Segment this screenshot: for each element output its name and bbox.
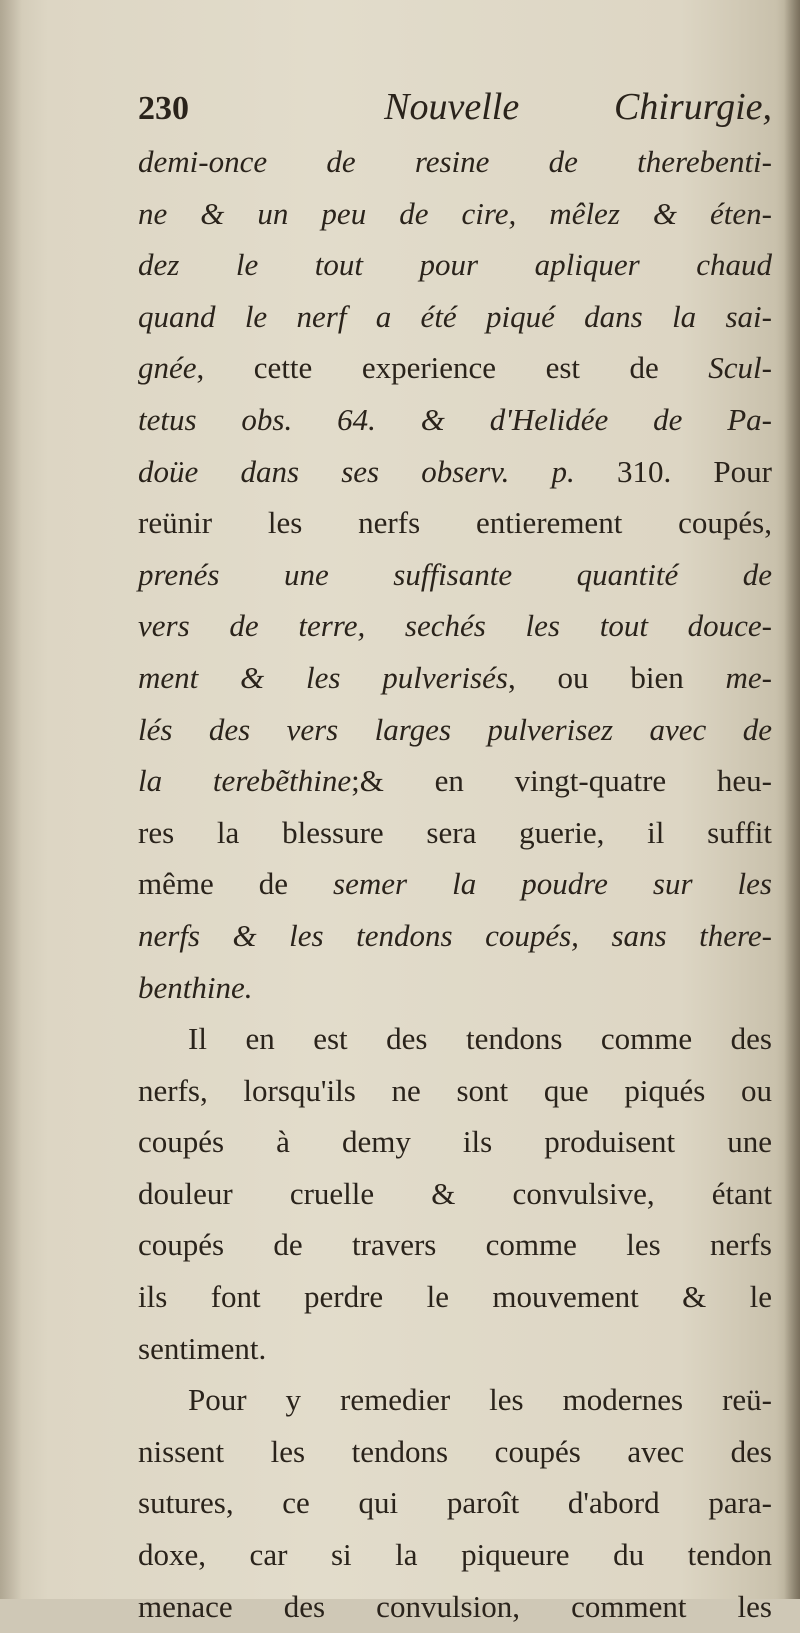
text-segment: nerfs & les tendons coupés, sans there- (138, 917, 772, 953)
text-segment: coupés à demy ils produisent une (138, 1124, 772, 1160)
text-line (138, 1323, 772, 1375)
text-line (138, 1529, 772, 1581)
text-segment: vers de terre, sechés les tout douce- (138, 608, 772, 644)
text-line (138, 1477, 772, 1529)
text-line (138, 755, 772, 807)
text-line (138, 1219, 772, 1271)
text-segment: menace des convulsion, comment les (138, 1588, 772, 1624)
text-segment: lés des vers larges pulverisez avec de (138, 711, 772, 747)
text-line (138, 1116, 772, 1168)
text-segment: tetus obs. 64. & d'Helidée de Pa- (138, 401, 772, 437)
paragraph (138, 1374, 772, 1632)
text-segment: Pour y remedier les modernes reü- (188, 1382, 772, 1418)
text-segment: ;& en vingt-quatre heu- (351, 763, 772, 799)
text-line (138, 549, 772, 601)
text-segment: la terebẽthine (138, 763, 352, 799)
text-segment: nerfs, lorsqu'ils ne sont que piqués ou (138, 1072, 772, 1108)
text-line (138, 394, 772, 446)
text-line (138, 1374, 772, 1426)
text-segment: , cette experience est de (196, 350, 709, 386)
text-line (138, 188, 772, 240)
text-line (138, 497, 772, 549)
text-segment: sutures, ce qui paroît d'abord para- (138, 1485, 772, 1521)
text-line (138, 807, 772, 859)
text-line (138, 910, 772, 962)
text-line (138, 136, 772, 188)
text-line (138, 1065, 772, 1117)
paragraph (138, 1013, 772, 1374)
text-segment: dez le tout pour apliquer chaud (138, 247, 772, 283)
text-segment: coupés de travers comme les nerfs (138, 1227, 772, 1263)
page-header (138, 78, 772, 136)
page-number: 230 (138, 90, 189, 127)
text-segment: prenés une suffisante quantité de (138, 556, 772, 592)
text-line (138, 600, 772, 652)
text-line (138, 1271, 772, 1323)
gutter-shadow (0, 0, 22, 1599)
text-line (138, 291, 772, 343)
text-line (138, 342, 772, 394)
text-line (138, 446, 772, 498)
running-title: Nouvelle Chirurgie, (384, 86, 772, 128)
text-line (138, 1168, 772, 1220)
text-segment: ment & les pulverisés (138, 659, 508, 695)
text-segment: demi-once de resine de therebenti- (138, 144, 772, 179)
text-line (138, 704, 772, 756)
body-text (138, 136, 772, 1632)
text-line (138, 652, 772, 704)
paragraph (138, 136, 772, 1013)
text-segment: Il en est des tendons comme des (188, 1021, 772, 1057)
text-segment: , ou bien (507, 659, 726, 695)
text-segment: gnée (138, 350, 197, 386)
text-segment: benthine. (138, 969, 253, 1005)
text-segment: 310. Pour (616, 453, 772, 489)
text-segment: me- (725, 659, 772, 695)
text-segment: doxe, car si la piqueure du tendon (138, 1537, 772, 1573)
text-segment: res la blessure sera guerie, il suffit (138, 814, 772, 850)
text-line (138, 858, 772, 910)
text-segment: ils font perdre le mouvement & le (138, 1279, 772, 1315)
text-segment: nissent les tendons coupés avec des (138, 1433, 772, 1469)
text-segment: quand le nerf a été piqué dans la sai- (138, 298, 772, 334)
text-line (138, 1581, 772, 1633)
text-line (138, 962, 772, 1014)
text-segment: sentiment. (138, 1330, 267, 1366)
text-segment: doüe dans ses observ. p. (138, 453, 617, 489)
page-edge-shadow (784, 0, 800, 1599)
text-segment: reünir les nerfs entierement coupés, (138, 505, 772, 541)
text-segment: même de (138, 866, 334, 902)
text-line (138, 1426, 772, 1478)
text-line (138, 1013, 772, 1065)
text-line (138, 239, 772, 291)
page-text (138, 78, 772, 1632)
text-segment: semer la poudre sur les (333, 866, 772, 902)
text-segment: Scul- (708, 350, 772, 386)
text-segment: ne & un peu de cire, mêlez & éten- (138, 195, 772, 231)
text-segment: douleur cruelle & convulsive, étant (138, 1175, 772, 1211)
